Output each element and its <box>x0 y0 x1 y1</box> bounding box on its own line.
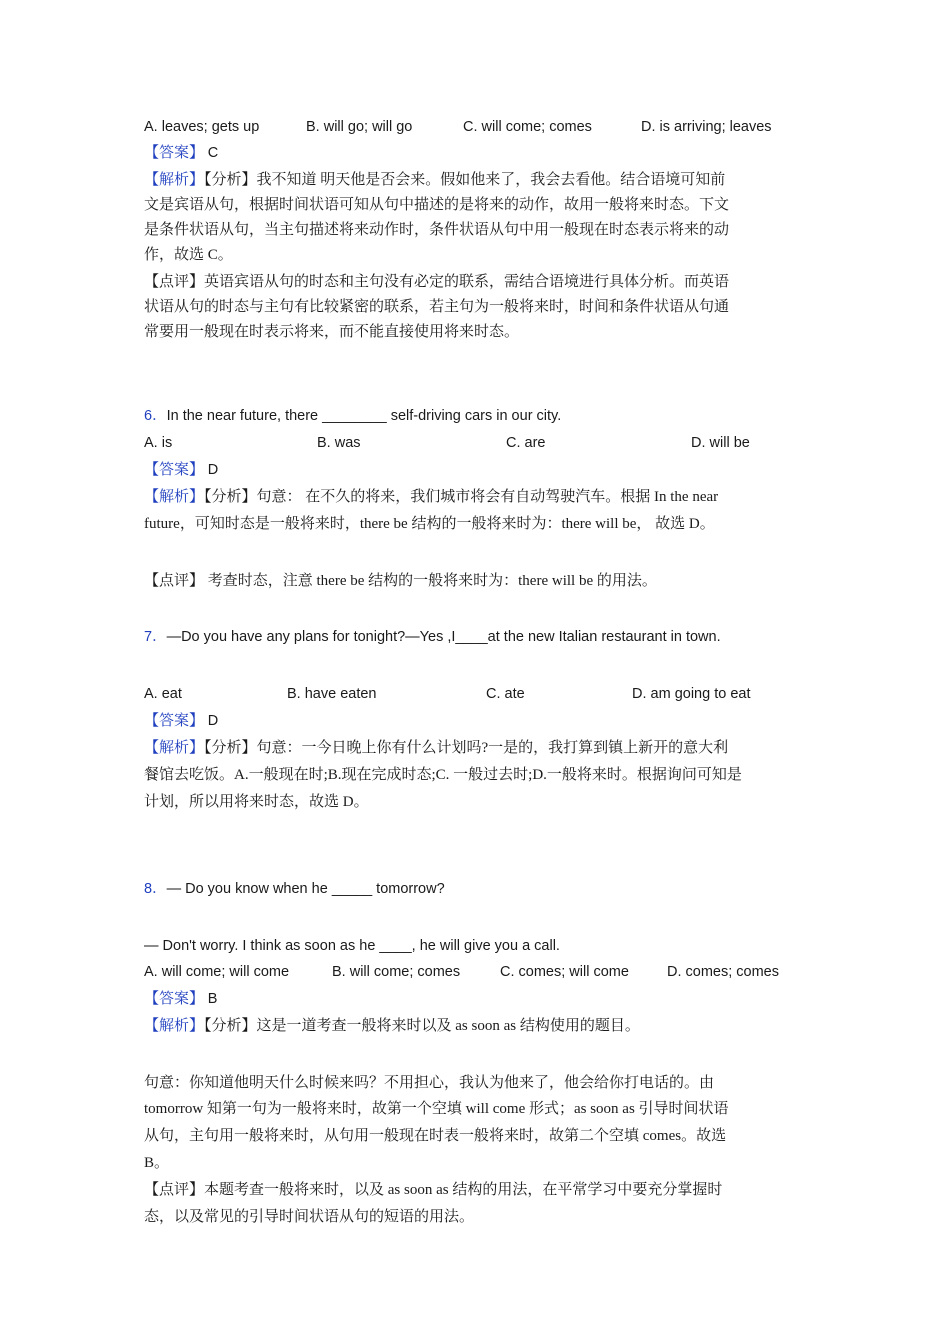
analysis-text: 【分析】句意： 在不久的将来，我们城市将会有自动驾驶汽车。根据 In the near <box>204 489 719 505</box>
dialogue-text: — Don't worry. I think as soon as he <box>144 938 380 954</box>
q5-comment-line-2: 状语从句的时态与主句有比较紧密的联系，若主句为一般将来时，时间和条件状语从句通 <box>144 299 730 315</box>
q7-analysis-line-2: 餐馆去吃饭。A.一般现在时;B.现在完成时态;C. 一般过去时;D.一般将来时。根据询问可知是 <box>144 767 742 783</box>
q8-option-a: A. will come; will come <box>144 964 290 980</box>
answer-tag: 【答案】 <box>144 145 205 161</box>
q8-analysis-line-2: 句意：你知道他明天什么时候来吗？不用担心，我认为他来了，他会给你打电话的。由 <box>144 1075 715 1091</box>
analysis-tag: 【解析】 <box>144 172 205 188</box>
q7-option-d: D. am going to eat <box>632 686 751 702</box>
question-text: In the near future, there ________ self-driving cars in our city. <box>166 408 562 424</box>
q8-comment-line-2: 态，以及常见的引导时间状语从句的短语的用法。 <box>144 1209 475 1225</box>
q5-analysis-line-2: 文是宾语从句，根据时间状语可知从句中描述的是将来的动作，故用一般将来时态。下文 <box>144 197 730 213</box>
q5-option-d: D. is arriving; leaves <box>641 119 772 135</box>
q5-comment-line-3: 常要用一般现在时表示将来，而不能直接使用将来时态。 <box>144 324 520 340</box>
q6-options <box>144 430 808 456</box>
q7-options <box>144 681 808 707</box>
analysis-tag: 【解析】 <box>144 489 205 505</box>
q8-option-d: D. comes; comes <box>667 964 779 980</box>
q7-option-c: C. ate <box>486 686 525 702</box>
q5-options <box>144 114 808 140</box>
q8-stem <box>144 876 445 902</box>
analysis-tag: 【解析】 <box>144 1018 205 1034</box>
q7-answer <box>144 708 218 734</box>
q6-answer <box>144 457 218 483</box>
analysis-text: 【分析】句意：一今日晚上你有什么计划吗?一是的，我打算到镇上新开的意大利 <box>204 740 729 756</box>
q5-answer <box>144 140 218 166</box>
q6-option-a: A. is <box>144 435 173 451</box>
answer-value: D <box>207 462 219 478</box>
answer-tag: 【答案】 <box>144 991 205 1007</box>
q5-option-a: A. leaves; gets up <box>144 119 260 135</box>
q6-comment: 【点评】 考查时态，注意 there be 结构的一般将来时为：there will be 的用法。 <box>144 573 657 589</box>
answer-value: C <box>207 145 219 161</box>
q8-option-c: C. comes; will come <box>500 964 629 980</box>
q7-option-a: A. eat <box>144 686 182 702</box>
q5-analysis-line-3: 是条件状语从句，当主句描述将来动作时，条件状语从句中用一般现在时态表示将来的动 <box>144 222 730 238</box>
question-text: —Do you have any plans for tonight?—Yes ,I____at the new Italian restaurant in town. <box>166 629 721 645</box>
q8-line-2 <box>144 933 560 959</box>
question-number: 6． <box>144 408 167 424</box>
q8-option-b: B. will come; comes <box>332 964 461 980</box>
q6-option-b: B. was <box>317 435 361 451</box>
q6-option-d: D. will be <box>691 435 750 451</box>
q7-stem <box>144 624 721 650</box>
q7-analysis-line-3: 计划，所以用将来时态，故选 D。 <box>144 794 369 810</box>
q8-options <box>144 959 808 985</box>
q5-analysis-line-4: 作，故选 C。 <box>144 247 233 263</box>
q5-comment-line-1: 【点评】英语宾语从句的时态和主句没有必定的联系，需结合语境进行具体分析。而英语 <box>144 274 730 290</box>
q6-analysis-line-2: future，可知时态是一般将来时，there be 结构的一般将来时为：there will be， 故选 D。 <box>144 516 715 532</box>
q5-option-c: C. will come; comes <box>463 119 592 135</box>
q8-answer <box>144 986 217 1012</box>
question-number: 8． <box>144 881 167 897</box>
question-text-end: tomorrow? <box>372 881 445 897</box>
q8-analysis-line-5: B。 <box>144 1155 170 1171</box>
q6-option-c: C. are <box>506 435 546 451</box>
analysis-tag: 【解析】 <box>144 740 205 756</box>
q8-analysis-line-4: 从句，主句用一般将来时，从句用一般现在时表一般将来时，故第二个空填 comes。故选 <box>144 1128 727 1144</box>
q7-analysis-line-1 <box>144 735 728 761</box>
q8-analysis-line-1 <box>144 1013 640 1039</box>
blank: _____ <box>331 881 373 897</box>
answer-value: D <box>207 713 219 729</box>
q8-comment-line-1: 【点评】本题考查一般将来时，以及 as soon as 结构的用法，在平常学习中要充分掌握时 <box>144 1182 723 1198</box>
dialogue-text-end: , he will give you a call. <box>411 938 560 954</box>
analysis-text: 【分析】这是一道考查一般将来时以及 as soon as 结构使用的题目。 <box>204 1018 640 1034</box>
question-text: — Do you know when he <box>166 881 332 897</box>
blank: ____ <box>379 938 412 954</box>
answer-tag: 【答案】 <box>144 713 205 729</box>
question-number: 7． <box>144 629 167 645</box>
q7-option-b: B. have eaten <box>287 686 377 702</box>
answer-value: B <box>207 991 218 1007</box>
q5-option-b: B. will go; will go <box>306 119 413 135</box>
q8-analysis-line-3: tomorrow 知第一句为一般将来时，故第一个空填 will come 形式；as soon as 引导时间状语 <box>144 1101 729 1117</box>
q5-analysis-line-1 <box>144 167 725 193</box>
q6-analysis-line-1 <box>144 484 718 510</box>
q6-stem <box>144 403 561 429</box>
analysis-text: 【分析】我不知道 明天他是否会来。假如他来了，我会去看他。结合语境可知前 <box>204 172 726 188</box>
answer-tag: 【答案】 <box>144 462 205 478</box>
